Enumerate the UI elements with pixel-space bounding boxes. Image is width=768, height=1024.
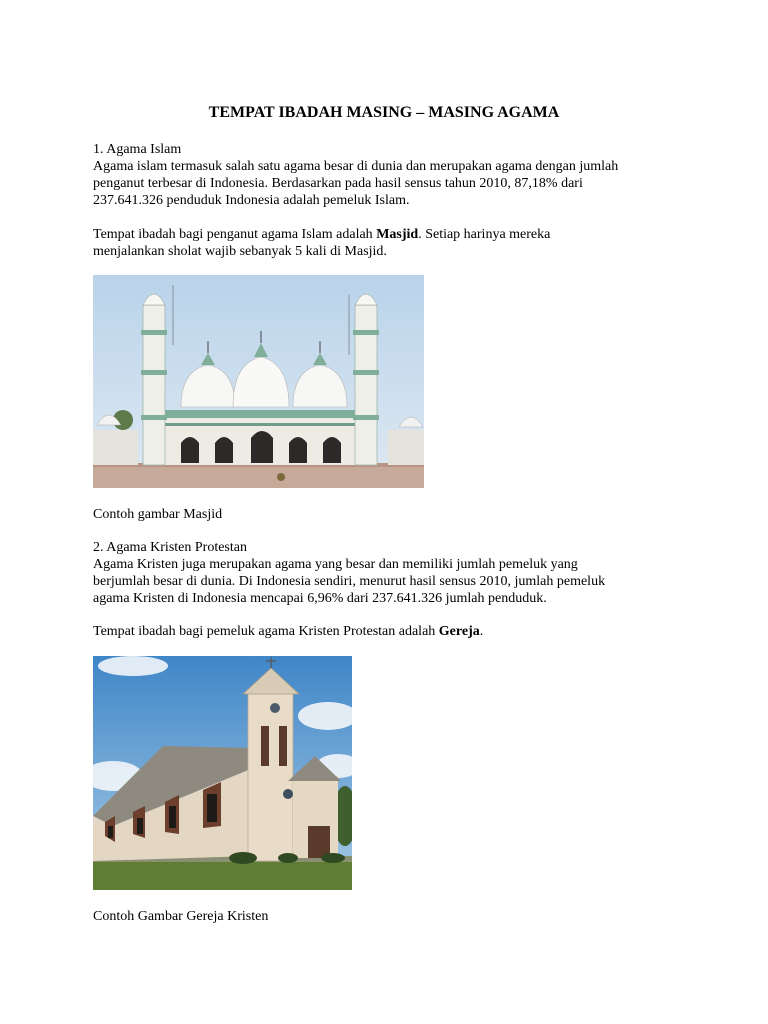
paragraph-line	[93, 623, 693, 640]
place-of-worship-text	[93, 226, 693, 260]
text-run: .	[479, 624, 484, 639]
text-run: . Setiap harinya mereka	[418, 227, 551, 242]
paragraph-line: menjalankan sholat wajib sebanyak 5 kali di Masjid.	[93, 244, 387, 259]
mosque-photo	[93, 275, 424, 488]
figure-caption: Contoh Gambar Gereja Kristen	[93, 909, 269, 924]
figure-caption: Contoh gambar Masjid	[93, 507, 223, 522]
church-caption	[93, 908, 693, 925]
document-title: TEMPAT IBADAH MASING – MASING AGAMA	[208, 104, 560, 121]
paragraph-line: Agama Kristen juga merupakan agama yang besar dan memiliki jumlah pemeluk yang	[93, 557, 578, 572]
section-heading: 2. Agama Kristen Protestan	[93, 540, 247, 555]
text-run: Tempat ibadah bagi pemeluk agama Kristen Protestan adalah	[93, 624, 439, 639]
text-run: Tempat ibadah bagi penganut agama Islam adalah	[93, 227, 377, 242]
paragraph-line: agama Kristen di Indonesia mencapai 6,96% dari 237.641.326 jumlah penduduk.	[93, 591, 547, 606]
section-kristen	[93, 539, 693, 607]
paragraph-line: 237.641.326 penduduk Indonesia adalah pemeluk Islam.	[93, 193, 410, 208]
section-heading: 1. Agama Islam	[93, 142, 182, 157]
paragraph-line	[93, 226, 693, 243]
bold-term: Gereja	[438, 624, 480, 639]
place-of-worship-text	[93, 623, 693, 640]
mosque-caption	[93, 506, 693, 523]
church-photo	[93, 656, 352, 890]
paragraph-line: Agama islam termasuk salah satu agama besar di dunia dan merupakan agama dengan jumlah	[93, 159, 619, 174]
bold-term: Masjid	[376, 227, 419, 242]
paragraph-line: berjumlah besar di dunia. Di Indonesia sendiri, menurut hasil sensus 2010, jumlah pemeluk	[93, 574, 606, 589]
paragraph-line: penganut terbesar di Indonesia. Berdasarkan pada hasil sensus tahun 2010, 87,18% dari	[93, 176, 583, 191]
section-islam	[93, 141, 693, 209]
